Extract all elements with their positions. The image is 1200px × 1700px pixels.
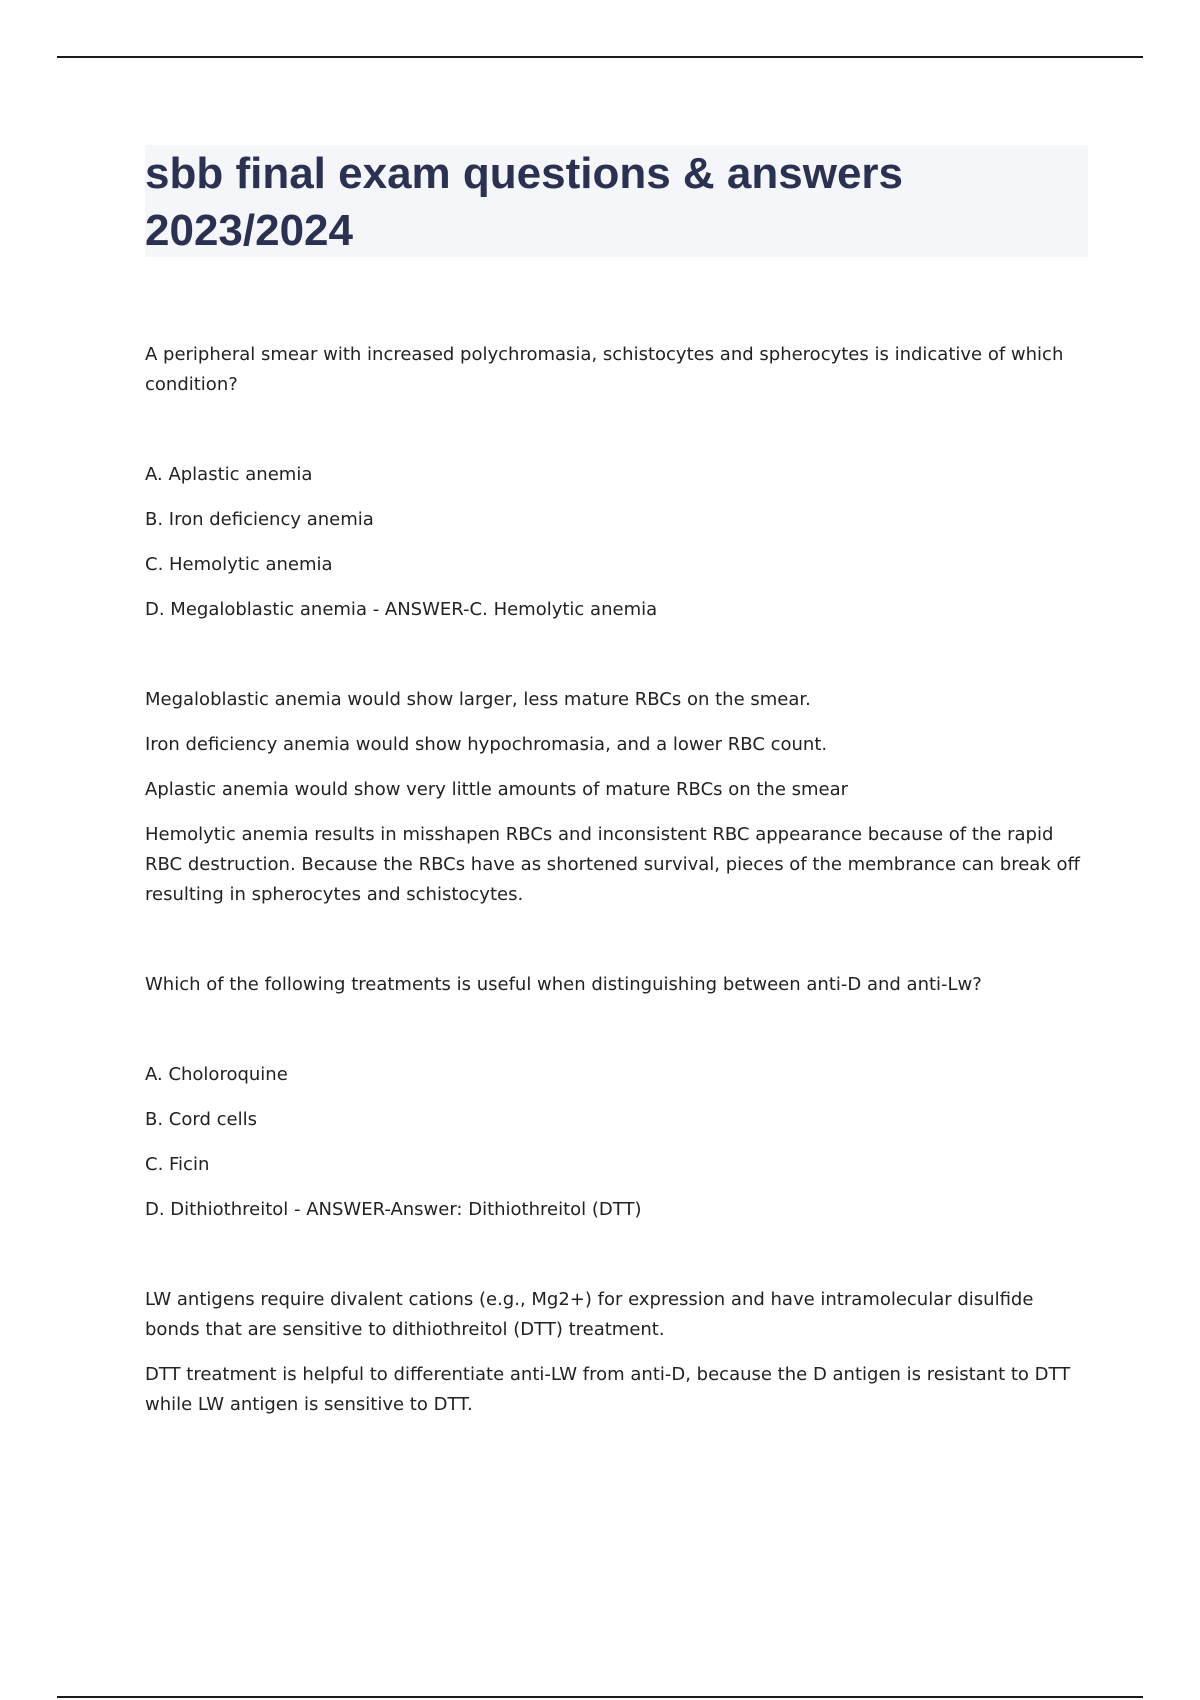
answer-option: D. Dithiothreitol - ANSWER-Answer: Dithiothreitol (DTT) — [145, 1199, 642, 1220]
answer-option: A. Choloroquine — [145, 1064, 288, 1085]
question-text: Which of the following treatments is useful when distinguishing between anti-D and anti-Lw? — [145, 974, 982, 995]
answer-option: B. Iron deficiency anemia — [145, 509, 374, 530]
title-block — [145, 145, 1088, 257]
document-body — [145, 340, 1090, 1435]
answer-option: C. Hemolytic anemia — [145, 554, 333, 575]
answer-option: C. Ficin — [145, 1154, 210, 1175]
question-text: A peripheral smear with increased polychromasia, schistocytes and spherocytes is indicative of which condition? — [145, 344, 1064, 395]
explanation-paragraph: Hemolytic anemia results in misshapen RBCs and inconsistent RBC appearance because of the rapid RBC destruction. Because the RBCs have as shortened survival, pieces of the membrance can break off resulting in spherocytes and schistocytes. — [145, 824, 1080, 905]
document-title: sbb final exam questions & answers 2023/2024 — [145, 149, 904, 255]
answer-option: A. Aplastic anemia — [145, 464, 313, 485]
explanation-paragraph: DTT treatment is helpful to differentiate anti-LW from anti-D, because the D antigen is resistant to DTT while LW antigen is sensitive to DTT. — [145, 1364, 1071, 1415]
explanation-paragraph: Iron deficiency anemia would show hypochromasia, and a lower RBC count. — [145, 734, 828, 755]
header-rule — [57, 56, 1143, 58]
explanation-paragraph: Aplastic anemia would show very little amounts of mature RBCs on the smear — [145, 779, 849, 800]
explanation-paragraph: LW antigens require divalent cations (e.g., Mg2+) for expression and have intramolecular disulfide bonds that are sensitive to dithiothreitol (DTT) treatment. — [145, 1289, 1034, 1340]
explanation-paragraph: Megaloblastic anemia would show larger, less mature RBCs on the smear. — [145, 689, 811, 710]
footer-rule — [57, 1696, 1143, 1698]
answer-option: B. Cord cells — [145, 1109, 257, 1130]
answer-option: D. Megaloblastic anemia - ANSWER-C. Hemolytic anemia — [145, 599, 658, 620]
